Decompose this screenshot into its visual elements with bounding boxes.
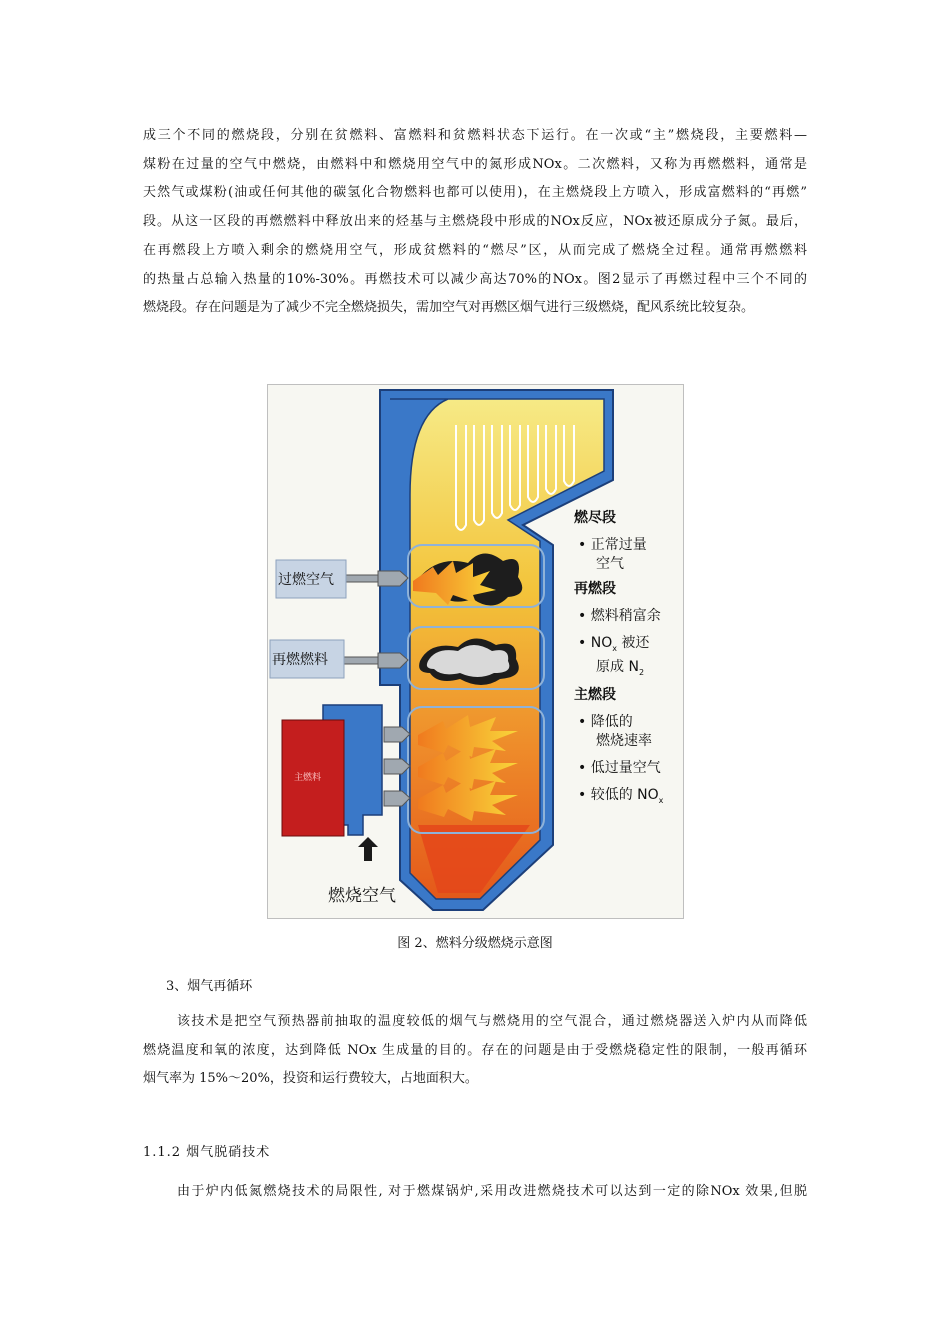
- reburn-item-2-sub-2: 2: [638, 667, 645, 677]
- reburn-item-1: [574, 607, 663, 626]
- main-item-3-text: 较低的 NO: [590, 786, 659, 803]
- label-main-fuel: 主燃料: [294, 773, 322, 783]
- main-item-1: [574, 713, 663, 751]
- section-heading-denitrification: 1.1.2 烟气脱硝技术: [143, 1145, 271, 1160]
- figure-caption: 图 2、燃料分级燃烧示意图: [397, 936, 553, 951]
- label-reburn-fuel: 再燃燃料: [272, 652, 328, 668]
- burnout-title: 燃尽段: [574, 510, 616, 526]
- paragraph-recirculation: [143, 1008, 807, 1094]
- reburn-item-2-text-b: 被还: [616, 635, 650, 651]
- reburn-item-2-text-c: 原成 N: [596, 658, 639, 675]
- text-line: 天然气或煤粉(油或任何其他的碳氢化合物燃料也都可以使用)，在主燃烧段上方喷入，形成富燃料的“再燃”: [143, 185, 807, 201]
- burnout-item-text: 正常过量: [590, 537, 647, 553]
- fuel-staging-diagram: [267, 384, 684, 919]
- reburn-item-2-text-a: NO: [590, 635, 613, 651]
- text-line: 由于炉内低氮燃烧技术的局限性, 对于燃煤锅炉,采用改进燃烧技术可以达到一定的除NOx 效果,但脱: [177, 1184, 807, 1199]
- reburn-item-2-sub: x: [612, 643, 617, 653]
- label-combustion-air: 燃烧空气: [328, 886, 396, 906]
- reburn-item-1-text: 燃料稍富余: [590, 608, 661, 624]
- zone-descriptions: [574, 509, 663, 809]
- main-item-2-text: 低过量空气: [590, 759, 661, 776]
- main-title: 主燃段: [574, 686, 616, 703]
- up-arrow-icon: [358, 837, 378, 861]
- paragraph-reburning: [143, 122, 807, 323]
- burnout-item-text-2: 空气: [596, 556, 624, 572]
- main-item-3-sub: x: [658, 795, 664, 805]
- main-item-1-text-2: 燃烧速率: [596, 732, 652, 749]
- bullet: •: [578, 759, 587, 776]
- text-line: 烟气率为 15%～20%，投资和运行费较大，占地面积大。: [143, 1071, 478, 1087]
- text-line: 煤粉在过量的空气中燃烧，由燃料中和燃烧用空气中的氮形成NOx。二次燃料，又称为再燃燃料，通常是: [143, 156, 807, 172]
- main-item-3: [574, 786, 663, 810]
- text-line: 成三个不同的燃烧段，分别在贫燃料、富燃料和贫燃料状态下运行。在一次或“主”燃烧段，主要燃料—: [143, 128, 807, 143]
- main-item-1-text: 降低的: [590, 713, 633, 730]
- text-line: 的热量占总输入热量的10%-30%。再燃技术可以减少高达70%的NOx。图2显示了再燃过程中三个不同的: [143, 271, 807, 287]
- bullet: •: [578, 786, 587, 803]
- bullet: •: [578, 608, 587, 624]
- text-line: 在再燃段上方喷入剩余的燃烧用空气，形成贫燃料的“燃尽”区，从而完成了燃烧全过程。通常再燃燃料: [143, 242, 807, 258]
- burnout-item: [574, 536, 663, 574]
- section-heading-flue-gas-recirculation: 3、烟气再循环: [166, 979, 253, 994]
- reburn-title: 再燃段: [574, 581, 616, 597]
- label-overfire-air: 过燃空气: [278, 572, 334, 588]
- text-line: 燃烧段。存在问题是为了减少不完全燃烧损失，需加空气对再燃区烟气进行三级燃烧，配风系统比较复杂。: [143, 300, 755, 316]
- text-line: 该技术是把空气预热器前抽取的温度较低的烟气与燃烧用的空气混合，通过燃烧器送入炉内从而降低: [177, 1014, 807, 1029]
- paragraph-denitrification: [143, 1178, 807, 1207]
- bullet: •: [578, 713, 587, 730]
- bullet: •: [578, 537, 587, 553]
- text-line: 燃烧温度和氧的浓度，达到降低 NOx 生成量的目的。存在的问题是由于受燃烧稳定性的限制，一般再循环: [143, 1042, 807, 1058]
- reburn-item-2: [574, 634, 663, 682]
- text-line: 段。从这一区段的再燃燃料中释放出来的烃基与主燃烧段中形成的NOx反应，NOx被还原成分子氮。最后，: [143, 214, 807, 230]
- bullet: •: [578, 635, 587, 651]
- main-item-2: [574, 759, 663, 778]
